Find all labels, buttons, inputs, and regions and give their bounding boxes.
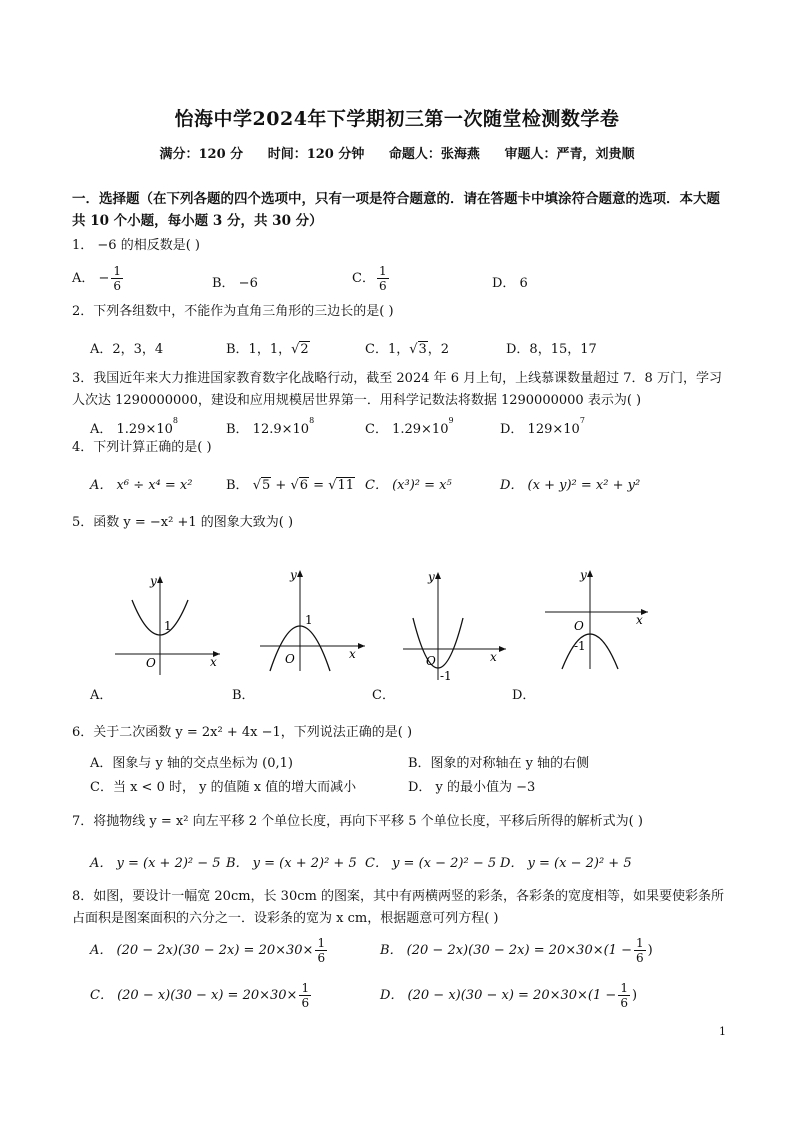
svg-text:x: x: [349, 647, 356, 661]
q2-option-b: B．1，1，√2: [226, 342, 309, 357]
q6-option-a: A．图象与 y 轴的交点坐标为 (0,1): [90, 756, 293, 771]
q4-option-d: D． (x + y)² = x² + y²: [500, 478, 641, 493]
question-5-stem: 5．函数 y = −x² +1 的图象大致为( ): [72, 515, 294, 530]
page-title: 怡海中学2024年下学期初三第一次随堂检测数学卷: [174, 108, 620, 130]
svg-text:O: O: [285, 652, 295, 666]
section-heading: 一．选择题（在下列各题的四个选项中，只有一项是符合题意的．请在答题卡中填涂符合题意的选项．本大题共 10 个小题，每小题 3 分，共 30 分）: [72, 191, 720, 229]
svg-text:y: y: [290, 568, 297, 582]
y-arrow-icon: [435, 572, 441, 579]
fraction: $\frac{1}{6}$: [317, 936, 326, 965]
question-2-stem: 2．下列各组数中，不能作为直角三角形的三边长的是( ): [72, 304, 394, 319]
svg-text:y: y: [580, 568, 587, 582]
q1-option-b: B． −6: [212, 276, 258, 291]
q3-option-b: B． $12.9\times 10^8$: [226, 416, 315, 437]
fraction: $\frac{1}{6}$: [620, 981, 628, 1010]
question-4-stem: 4．下列计算正确的是( ): [72, 440, 212, 455]
x-arrow-icon: [358, 643, 365, 649]
fraction: $\frac{1}{6}$: [635, 936, 644, 965]
q3-option-d: D． $129\times 10^7$: [500, 416, 585, 437]
graph-a: [110, 570, 225, 680]
svg-text:x: x: [636, 613, 643, 627]
page-number: 1: [719, 1025, 726, 1038]
svg-text:y: y: [428, 570, 435, 584]
q7-option-c: C． y = (x − 2)² − 5: [365, 856, 497, 871]
y-arrow-icon: [587, 570, 593, 577]
x-arrow-icon: [499, 646, 506, 652]
score-info: 满分：120 分: [159, 147, 244, 162]
svg-text:x: x: [210, 655, 217, 669]
q8-option-b: B． (20 − 2x)(30 − 2x) = 20×30×(1 − $\frac{1}{6}$ ): [380, 936, 653, 965]
svg-text:1: 1: [164, 619, 172, 633]
svg-text:1: 1: [305, 613, 313, 627]
q4-option-c: C． (x³)² = x⁵: [365, 478, 452, 493]
q5-option-d: D．: [512, 688, 536, 703]
author-info: 命题人：张海燕: [388, 147, 480, 162]
question-3-stem: 3．我国近年来大力推进国家教育数字化战略行动，截至 2024 年 6 月上旬，上线慕课数量超过 7．8 万门，学习人次达 1290000000，建设和应用规模居世界第一．用科学记数法将数据 1290000000 表示为( ): [72, 371, 722, 408]
y-arrow-icon: [157, 576, 163, 583]
fraction: $\frac{1}{6}$: [378, 264, 387, 293]
svg-text:O: O: [426, 654, 436, 668]
q4-option-b: B． √5 + √6 = √11: [226, 478, 355, 493]
q1-option-c: C． $\frac{1}{6}$: [352, 264, 387, 293]
exam-meta: [0, 143, 794, 162]
q8-option-c: C． (20 − x)(30 − x) = 20×30× $\frac{1}{6}$: [90, 981, 310, 1010]
fraction: $\frac{1}{6}$: [301, 981, 310, 1010]
svg-text:O: O: [146, 656, 156, 670]
q1-option-a: A． − $\frac{1}{6}$: [72, 264, 122, 293]
q7-option-d: D． y = (x − 2)² + 5: [500, 856, 632, 871]
q2-option-c: C．1，√3，2: [365, 342, 450, 357]
q6-option-b: B．图象的对称轴在 y 轴的右侧: [408, 756, 590, 771]
q8-option-d: D． (20 − x)(30 − x) = 20×30×(1 − $\frac{1}{6}$ ): [380, 981, 638, 1010]
svg-text:y: y: [150, 574, 157, 588]
reviewer-info: 审题人：严青，刘贵顺: [504, 147, 635, 162]
q3-option-c: C． $1.29\times 10^9$: [365, 416, 454, 437]
q7-option-a: A． y = (x + 2)² − 5: [90, 856, 221, 871]
svg-text:x: x: [490, 650, 497, 664]
fraction: $\frac{1}{6}$: [113, 264, 122, 293]
graph-b: [255, 566, 370, 676]
svg-text:O: O: [574, 619, 584, 633]
q2-option-d: D．8，15，17: [506, 342, 597, 357]
q6-option-c: C．当 x < 0 时， y 的值随 x 值的增大而减小: [90, 780, 357, 795]
question-7-stem: 7．将抛物线 y = x² 向左平移 2 个单位长度，再向下平移 5 个单位长度，平移后所得的解析式为( ): [72, 814, 643, 829]
q5-option-a: A．: [90, 688, 113, 703]
q1-option-d: D． 6: [492, 276, 528, 291]
q7-option-b: B． y = (x + 2)² + 5: [226, 856, 357, 871]
svg-text:-1: -1: [574, 639, 586, 653]
question-1-stem: 1． −6 的相反数是( ): [72, 238, 200, 253]
graph-c: [398, 568, 513, 686]
y-arrow-icon: [297, 570, 303, 577]
svg-text:-1: -1: [440, 669, 452, 683]
question-6-stem: 6．关于二次函数 y = 2x² + 4x −1，下列说法正确的是( ): [72, 725, 413, 740]
question-8-stem: 8．如图，要设计一幅宽 20cm，长 30cm 的图案，其中有两横两竖的彩条，各彩条的宽度相等，如果要使彩条所占面积是图案面积的六分之一．设彩条的宽为 x cm，根据题意可列方程( ): [72, 889, 724, 926]
q4-option-a: A． x⁶ ÷ x⁴ = x²: [90, 478, 193, 493]
q6-option-d: D． y 的最小值为 −3: [408, 780, 536, 795]
time-info: 时间：120 分钟: [267, 147, 365, 162]
q5-option-b: B．: [232, 688, 255, 703]
q5-option-c: C．: [372, 688, 395, 703]
q3-option-a: A． $1.29\times 10^8$: [90, 416, 178, 437]
graph-d: [540, 564, 655, 674]
q2-option-a: A．2，3，4: [90, 342, 164, 357]
q8-option-a: A． (20 − 2x)(30 − 2x) = 20×30× $\frac{1}{6}$: [90, 936, 326, 965]
